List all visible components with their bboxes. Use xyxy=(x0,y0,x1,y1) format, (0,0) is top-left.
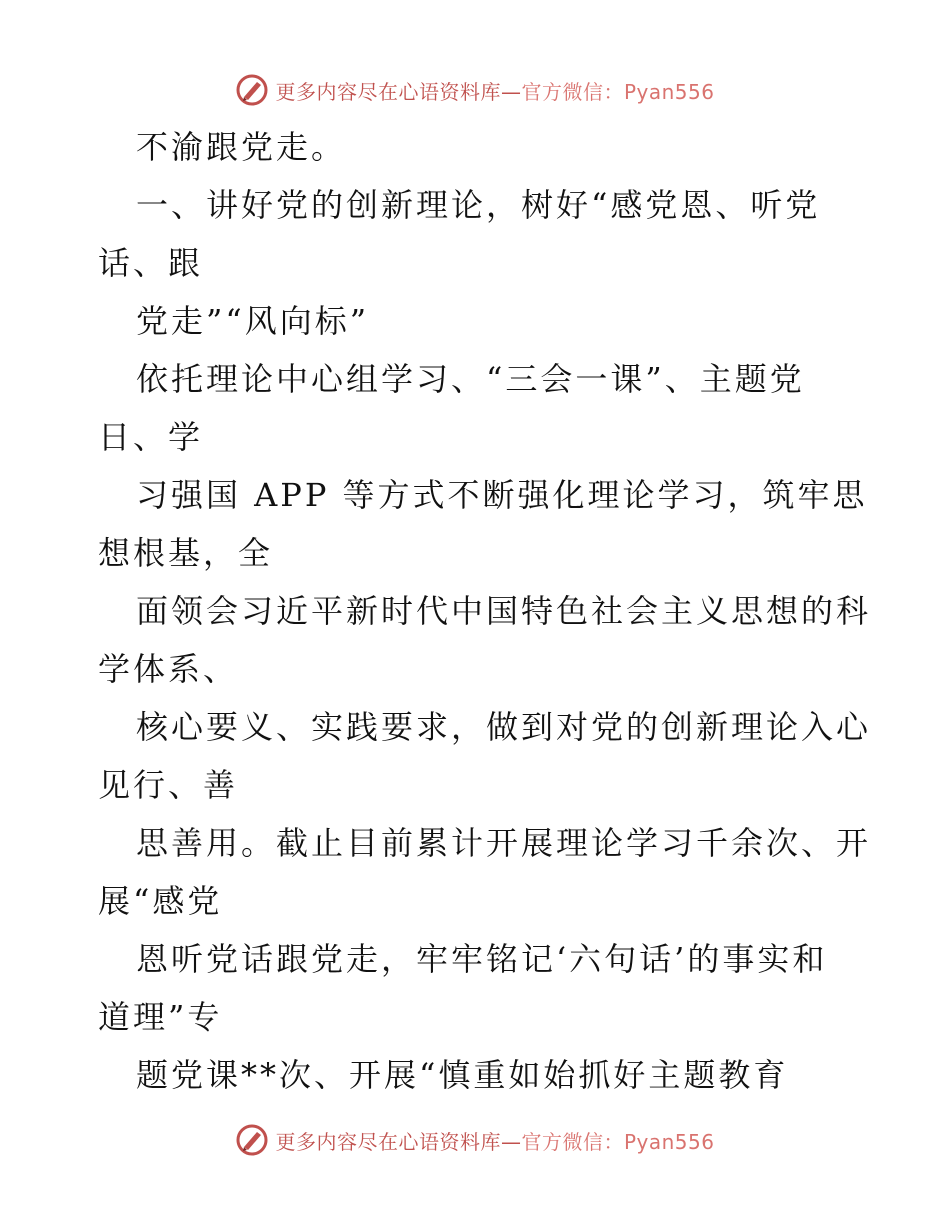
body-line: 想根基，全 xyxy=(98,534,274,572)
body-line: 日、学 xyxy=(98,418,204,456)
pen-logo-icon xyxy=(235,73,269,107)
body-line: 不渝跟党走。 xyxy=(136,128,347,166)
watermark-text: 更多内容尽在心语资料库—官方微信：Pyan556 xyxy=(275,79,715,104)
body-line: 见行、善 xyxy=(98,766,239,804)
header-watermark xyxy=(0,70,950,110)
body-line: 核心要义、实践要求，做到对党的创新理论入心 xyxy=(136,708,872,746)
section-heading-line: 话、跟 xyxy=(98,244,204,282)
section-heading-line: 一、讲好党的创新理论，树好“感党恩、听党 xyxy=(136,186,821,224)
section-heading-line: 党走”“风向标” xyxy=(136,302,370,340)
body-line: 面领会习近平新时代中国特色社会主义思想的科 xyxy=(136,592,872,630)
body-line: 学体系、 xyxy=(98,650,239,688)
body-line: 展“感党 xyxy=(98,882,223,920)
body-line: 恩听党话跟党走，牢牢铭记‘六句话’的事实和 xyxy=(136,940,828,978)
body-line: 题党课**次、开展“慎重如始抓好主题教育 xyxy=(136,1056,789,1094)
footer-watermark xyxy=(0,1120,950,1160)
watermark-text: 更多内容尽在心语资料库—官方微信：Pyan556 xyxy=(275,1129,715,1154)
body-line: 依托理论中心组学习、“三会一课”、主题党 xyxy=(136,360,805,398)
body-line: 道理”专 xyxy=(98,998,223,1036)
body-line: 思善用。截止目前累计开展理论学习千余次、开 xyxy=(136,824,872,862)
body-line: 习强国 APP 等方式不断强化理论学习，筑牢思 xyxy=(136,476,868,514)
pen-logo-icon xyxy=(235,1123,269,1157)
